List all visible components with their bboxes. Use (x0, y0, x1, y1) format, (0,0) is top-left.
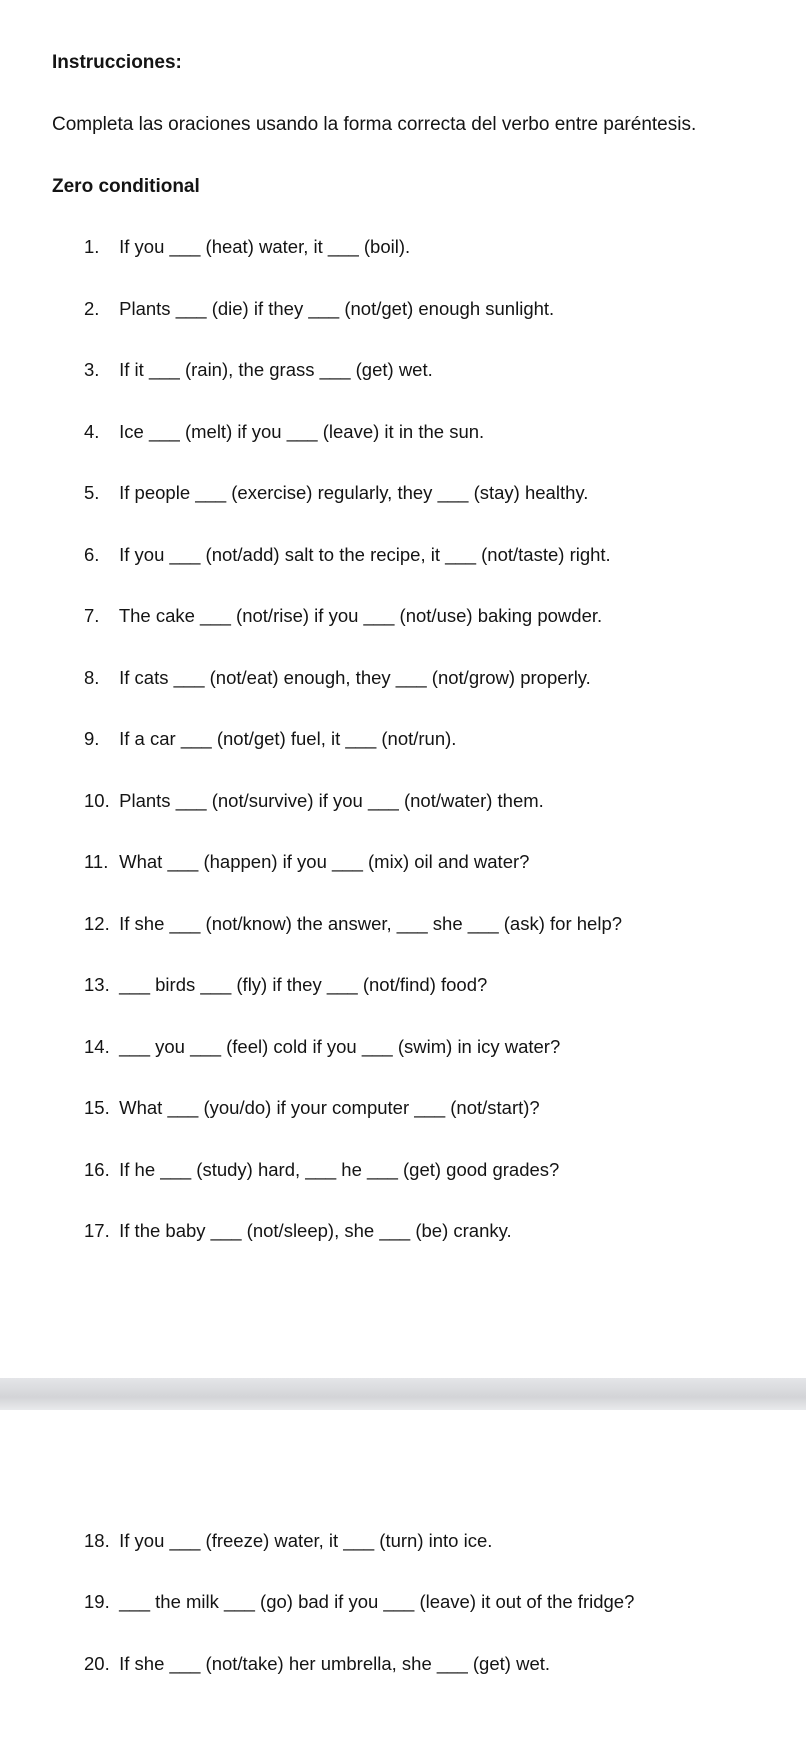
exercise-item (84, 1529, 492, 1553)
item-number: 19. (84, 1591, 110, 1612)
item-number: 2. (84, 298, 100, 319)
exercise-item (84, 973, 487, 997)
exercise-item (84, 604, 602, 628)
item-text: If you ___ (freeze) water, it ___ (turn) into ice. (119, 1530, 493, 1551)
page-separator (0, 1378, 806, 1410)
instructions-text: Completa las oraciones usando la forma correcta del verbo entre paréntesis. (52, 114, 697, 135)
item-text: If he ___ (study) hard, ___ he ___ (get) good grades? (119, 1159, 560, 1180)
exercise-item (84, 543, 611, 567)
item-text: What ___ (you/do) if your computer ___ (not/start)? (119, 1097, 540, 1118)
item-text: Plants ___ (not/survive) if you ___ (not/water) them. (119, 790, 544, 811)
item-number: 15. (84, 1097, 110, 1118)
exercise-item (84, 1096, 540, 1120)
item-number: 18. (84, 1530, 110, 1551)
item-text: If it ___ (rain), the grass ___ (get) wet. (119, 359, 433, 380)
item-number: 14. (84, 1036, 110, 1057)
item-number: 1. (84, 236, 100, 257)
item-text: Ice ___ (melt) if you ___ (leave) it in the sun. (119, 421, 485, 442)
item-number: 4. (84, 421, 100, 442)
exercise-item (84, 235, 410, 259)
item-number: 10. (84, 790, 110, 811)
exercise-item (84, 358, 433, 382)
item-text: If you ___ (not/add) salt to the recipe, it ___ (not/taste) right. (119, 544, 611, 565)
exercise-item (84, 666, 591, 690)
exercise-item (84, 420, 484, 444)
item-number: 12. (84, 913, 110, 934)
item-text: If cats ___ (not/eat) enough, they ___ (not/grow) properly. (119, 667, 591, 688)
item-text: Plants ___ (die) if they ___ (not/get) enough sunlight. (119, 298, 555, 319)
section-title: Zero conditional (52, 176, 200, 197)
item-number: 13. (84, 974, 110, 995)
item-number: 16. (84, 1159, 110, 1180)
worksheet-page-2 (0, 1410, 806, 1738)
item-number: 8. (84, 667, 100, 688)
item-number: 9. (84, 728, 100, 749)
item-number: 6. (84, 544, 100, 565)
item-text: ___ you ___ (feel) cold if you ___ (swim) in icy water? (119, 1036, 561, 1057)
item-number: 17. (84, 1220, 110, 1241)
exercise-item (84, 1652, 550, 1676)
exercise-item (84, 481, 588, 505)
exercise-item (84, 727, 456, 751)
item-text: What ___ (happen) if you ___ (mix) oil and water? (119, 851, 530, 872)
exercise-item (84, 850, 529, 874)
instructions-title: Instrucciones: (52, 52, 182, 73)
exercise-item (84, 789, 544, 813)
exercise-item (84, 1219, 512, 1243)
item-text: If a car ___ (not/get) fuel, it ___ (not/run). (119, 728, 457, 749)
item-number: 7. (84, 605, 100, 626)
item-number: 3. (84, 359, 100, 380)
item-text: If the baby ___ (not/sleep), she ___ (be) cranky. (119, 1220, 512, 1241)
item-text: If people ___ (exercise) regularly, they ___ (stay) healthy. (119, 482, 589, 503)
item-text: The cake ___ (not/rise) if you ___ (not/use) baking powder. (118, 605, 603, 626)
exercise-item (84, 1035, 560, 1059)
exercise-item (84, 912, 622, 936)
item-text: If she ___ (not/take) her umbrella, she ___ (get) wet. (119, 1653, 551, 1674)
item-number: 11. (84, 851, 109, 872)
item-number: 20. (84, 1653, 110, 1674)
item-text: ___ the milk ___ (go) bad if you ___ (leave) it out of the fridge? (119, 1591, 635, 1612)
exercise-item (84, 1590, 634, 1614)
item-text: If you ___ (heat) water, it ___ (boil). (119, 236, 411, 257)
exercise-item (84, 1158, 559, 1182)
item-number: 5. (84, 482, 100, 503)
item-text: If she ___ (not/know) the answer, ___ she ___ (ask) for help? (119, 913, 623, 934)
exercise-item (84, 297, 554, 321)
item-text: ___ birds ___ (fly) if they ___ (not/find) food? (119, 974, 488, 995)
